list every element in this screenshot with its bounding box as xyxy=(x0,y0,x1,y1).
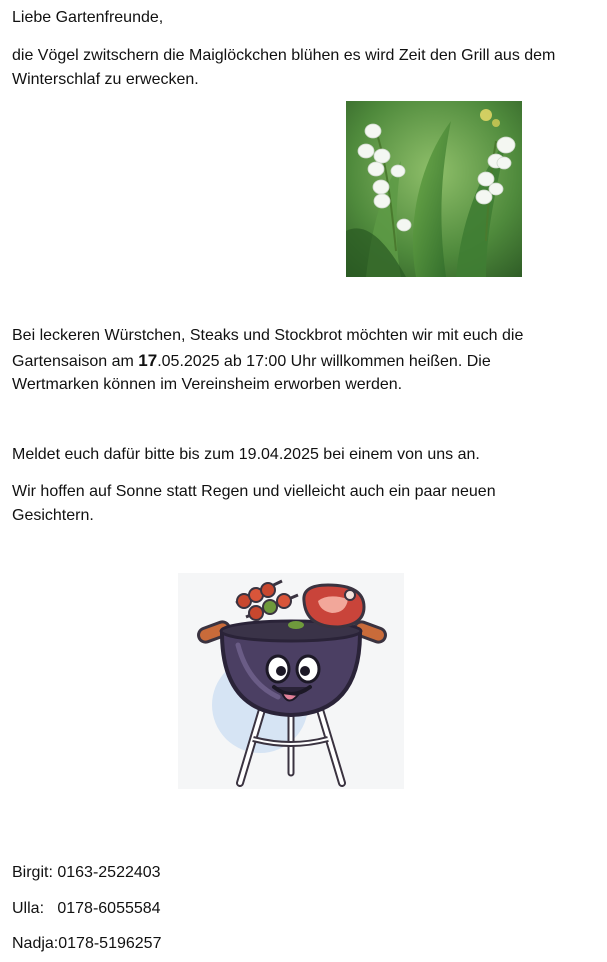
hope-line-2: Gesichtern. xyxy=(12,507,94,524)
registration-note: Meldet euch dafür bitte bis zum 19.04.2025 bei einem von uns an. xyxy=(12,446,480,463)
hope-line-1: Wir hoffen auf Sonne statt Regen und vielleicht auch ein paar neuen xyxy=(12,483,496,500)
invite-line-1: Bei leckeren Würstchen, Steaks und Stockbrot möchten wir mit euch die xyxy=(12,327,524,344)
intro-line-1: die Vögel zwitschern die Maiglöckchen blühen es wird Zeit den Grill aus dem xyxy=(12,47,556,64)
contact-birgit: Birgit: 0163-2522403 xyxy=(12,864,161,881)
invite-line-2-start: Gartensaison am xyxy=(12,353,139,370)
invite-line-3: Wertmarken können im Vereinsheim erworben werden. xyxy=(12,376,403,393)
invite-line-2 xyxy=(12,349,491,374)
event-day-bold: 17 xyxy=(138,351,158,370)
lily-of-the-valley-image xyxy=(346,101,522,277)
invite-line-2-end: .05.2025 ab 17:00 Uhr willkommen heißen. Die xyxy=(157,353,491,370)
letter-greeting: Liebe Gartenfreunde, xyxy=(12,9,164,26)
grill-illustration xyxy=(178,573,404,789)
contact-ulla: Ulla: 0178-6055584 xyxy=(12,900,161,917)
intro-line-2: Winterschlaf zu erwecken. xyxy=(12,71,199,88)
contact-nadja: Nadja:0178-5196257 xyxy=(12,935,162,952)
